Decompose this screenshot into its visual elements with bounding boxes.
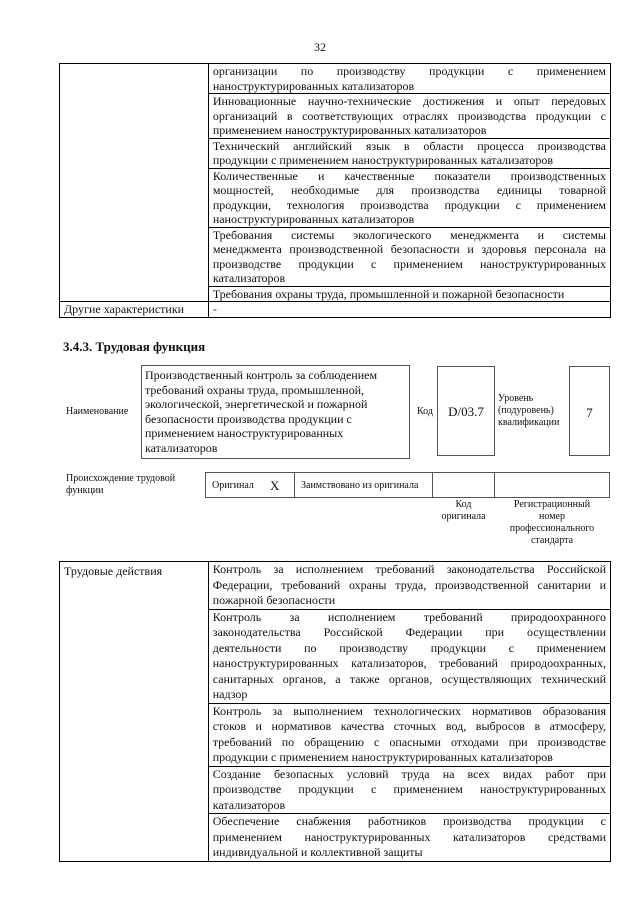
reg-number-label xyxy=(494,499,610,547)
level-label-line: квалификации xyxy=(498,417,560,428)
row-text-line: организации по производству продукции с применением xyxy=(212,64,606,78)
row-text-line: катализаторов xyxy=(212,797,286,812)
level-value-box xyxy=(569,366,610,456)
page-number: 32 xyxy=(314,40,326,54)
origin-label-line: функции xyxy=(66,485,104,496)
level-value: 7 xyxy=(586,405,593,420)
row-text xyxy=(208,168,610,227)
reg-number-line: профессионального xyxy=(509,523,595,534)
row-label xyxy=(60,168,209,227)
function-name-line: требований охраны труда, промышленной, xyxy=(145,382,365,397)
code-value-box xyxy=(437,366,495,456)
row-text-line: продукции с применением наноструктурированных катализаторов xyxy=(212,750,553,764)
table-row xyxy=(60,286,611,302)
row-label xyxy=(60,94,209,139)
row-label xyxy=(60,609,209,703)
row-text xyxy=(208,64,610,94)
row-text-line: продукции, технология производства продукции с применением xyxy=(212,197,606,212)
row-text-line: индивидуальной и коллективной защиты xyxy=(212,845,423,859)
row-text-line: законодательства Российской Федерации при осуществлении xyxy=(212,625,606,639)
labor-actions-body xyxy=(60,562,611,862)
table-row xyxy=(60,766,611,814)
code-original-label xyxy=(432,499,495,523)
borrowed-label: Заимствовано из оригинала xyxy=(301,480,419,491)
function-name-line: применением наноструктурированных xyxy=(145,426,344,440)
name-label: Наименование xyxy=(66,406,129,417)
table-row xyxy=(60,138,611,168)
level-label-line: (подуровень) xyxy=(498,405,554,416)
row-text xyxy=(208,562,610,610)
row-text-line: производстве продукции с применением наноструктурированных xyxy=(212,256,606,271)
row-text-line: требований по обращению с опасными отходами при производстве xyxy=(212,734,606,749)
row-text-line: Создание безопасных условий труда на всех видах работ при xyxy=(212,766,606,781)
table-row xyxy=(60,302,611,318)
row-label xyxy=(60,286,209,302)
code-original-cell xyxy=(432,472,495,498)
table-row xyxy=(60,609,611,703)
row-text-line: Количественные и качественные показатели производственных xyxy=(212,168,606,183)
row-text xyxy=(208,609,610,703)
row-text-line: Федерации, требований охраны труда, производственной санитарии и xyxy=(212,577,606,592)
row-text-line: - xyxy=(212,302,217,316)
row-text-line: наноструктурированных катализаторов, требований природоохранных, xyxy=(212,656,606,670)
table-row xyxy=(60,814,611,862)
code-original-line: оригинала xyxy=(441,511,486,522)
row-text-line: пожарной безопасности xyxy=(212,593,336,607)
row-text-line: надзор xyxy=(212,687,248,701)
row-text xyxy=(208,94,610,139)
reg-number-line: номер xyxy=(539,511,565,522)
function-name-line: катализаторов xyxy=(145,440,218,455)
table-row xyxy=(60,227,611,286)
knowledge-table-body xyxy=(60,64,611,318)
row-text-line: производстве продукции с применением наноструктурированных xyxy=(212,782,606,796)
row-text-line: Обеспечение снабжения работников производства продукции с xyxy=(212,814,606,828)
reg-number-line: Регистрационный xyxy=(513,499,591,510)
knowledge-table xyxy=(59,63,611,318)
table-row xyxy=(60,562,611,610)
code-label: Код xyxy=(417,406,433,417)
table-row xyxy=(60,64,611,94)
table-row xyxy=(60,703,611,766)
code-original-line: Код xyxy=(455,499,472,510)
origin-label-line: Происхождение трудовой xyxy=(66,473,176,484)
row-text xyxy=(208,302,610,318)
code-value: D/03.7 xyxy=(448,404,484,419)
row-text-line: Требования системы экологического менеджмента и системы xyxy=(212,227,606,242)
row-text-line: организаций в соответствующих отраслях производства продукции с xyxy=(212,108,606,123)
borrowed-cell xyxy=(294,472,433,498)
row-text-line: Инновационные научно-технические достижения и опыт передовых xyxy=(212,94,606,108)
reg-number-line: стандарта xyxy=(530,535,574,546)
row-text-line: наноструктурированных катализаторов xyxy=(212,78,415,93)
original-cell xyxy=(205,472,295,498)
row-text-line: Контроль за выполнением технологических нормативов образования xyxy=(212,703,606,718)
row-text-line: менеджмента производственной безопасности и здоровья персонала на xyxy=(212,242,606,256)
row-label xyxy=(60,766,209,814)
row-text-line: продукции с применением наноструктурированных катализаторов xyxy=(212,153,554,167)
function-name-line: экологической, энергетической и пожарной xyxy=(145,397,368,411)
row-text xyxy=(208,286,610,302)
function-name-box xyxy=(141,365,410,459)
row-text xyxy=(208,227,610,286)
row-label xyxy=(60,703,209,766)
origin-label xyxy=(66,473,175,497)
row-label xyxy=(60,64,209,94)
row-label xyxy=(60,814,209,862)
row-text xyxy=(208,814,610,862)
qualification-level-label xyxy=(498,393,570,429)
row-text-line: Контроль за исполнением требований законодательства Российской xyxy=(212,562,606,576)
row-text-line: санитарных органов, а также органов, осуществляющих технический xyxy=(212,671,606,686)
row-text xyxy=(208,703,610,766)
original-mark: X xyxy=(270,478,280,493)
reg-number-cell xyxy=(494,472,610,498)
row-text xyxy=(208,138,610,168)
table-row xyxy=(60,168,611,227)
labor-actions-table xyxy=(59,561,611,862)
row-text-line: Требования охраны труда, промышленной и пожарной безопасности xyxy=(212,286,565,301)
row-text xyxy=(208,766,610,814)
row-text-line: наноструктурированных катализаторов xyxy=(212,212,415,226)
row-text-line: применением наноструктурированных катализаторов средствами xyxy=(212,829,606,844)
original-label: Оригинал xyxy=(212,480,254,491)
row-text-line: Технический английский язык в области процесса производства xyxy=(212,138,606,153)
row-label: Другие характеристики xyxy=(60,302,209,318)
row-text-line: стоков и нормативов качества сточных вод, выбросов в атмосферу, xyxy=(212,719,606,733)
table-row xyxy=(60,94,611,139)
section-heading: 3.4.3. Трудовая функция xyxy=(63,339,206,354)
function-name-line: безопасности производства продукции с xyxy=(145,411,352,426)
row-label: Трудовые действия xyxy=(60,562,209,610)
row-text-line: Контроль за исполнением требований природоохранного xyxy=(212,609,606,624)
level-label-line: Уровень xyxy=(498,393,534,404)
function-name-line: Производственный контроль за соблюдением xyxy=(145,368,378,382)
row-label xyxy=(60,138,209,168)
row-text-line: мощностей, необходимые для производства единицы товарной xyxy=(212,183,606,197)
row-text-line: применением наноструктурированных катализаторов xyxy=(212,123,487,137)
row-label xyxy=(60,227,209,286)
function-name xyxy=(145,368,406,455)
row-text-line: деятельности по производству продукции с применением xyxy=(212,640,606,655)
row-text-line: катализаторов xyxy=(212,271,286,285)
